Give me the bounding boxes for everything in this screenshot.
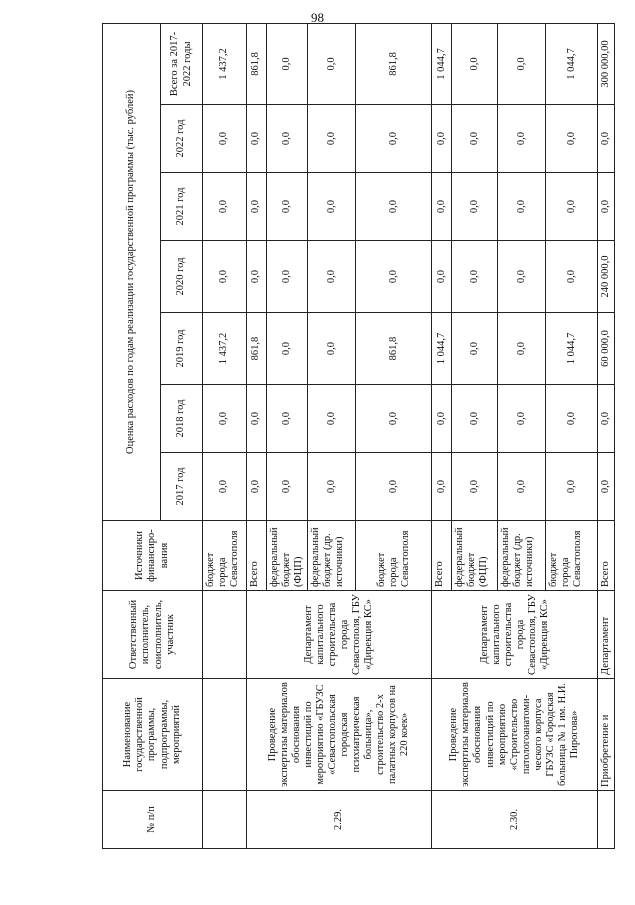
- name-cell: [203, 679, 247, 791]
- source-cell: федеральный бюджет (ФЦП): [267, 521, 308, 591]
- value-cell: 1 044,7: [432, 313, 452, 385]
- year-header: 2022 год: [161, 105, 203, 173]
- value-cell: 0,0: [267, 385, 308, 453]
- table-row: [432, 23, 452, 848]
- value-cell: 0,0: [267, 241, 308, 313]
- value-cell: 0,0: [432, 105, 452, 173]
- num-cell: [598, 791, 615, 849]
- value-cell: 0,0: [546, 173, 598, 241]
- year-header: 2018 год: [161, 385, 203, 453]
- value-cell: 0,0: [247, 453, 267, 521]
- value-cell: 0,0: [308, 105, 356, 173]
- col-source-header: Источники финансиро-вания: [103, 521, 203, 591]
- value-cell: 0,0: [203, 385, 247, 453]
- value-cell: 1 044,7: [432, 23, 452, 104]
- value-cell: 0,0: [452, 385, 498, 453]
- value-cell: 0,0: [356, 385, 432, 453]
- value-cell: 0,0: [267, 23, 308, 104]
- value-cell: 0,0: [267, 105, 308, 173]
- value-cell: 0,0: [452, 23, 498, 104]
- resp-cell: [203, 591, 247, 679]
- value-cell: 240 000,0: [598, 241, 615, 313]
- value-cell: 0,0: [308, 385, 356, 453]
- value-cell: 1 044,7: [546, 313, 598, 385]
- col-name-header: Наименование государственной программы, подпрограммы, мероприятий: [103, 679, 203, 791]
- year-header: 2019 год: [161, 313, 203, 385]
- col-estimate-header: Оценка расходов по годам реализации государственной программы (тыс. рублей): [103, 23, 161, 520]
- value-cell: 60 000,0: [598, 313, 615, 385]
- value-cell: 0,0: [452, 313, 498, 385]
- value-cell: 0,0: [498, 173, 546, 241]
- header-row: [103, 23, 161, 848]
- source-cell: федеральный бюджет (ФЦП): [452, 521, 498, 591]
- year-header: 2021 год: [161, 173, 203, 241]
- year-header: 2017 год: [161, 453, 203, 521]
- col-num-header: № п/п: [103, 791, 203, 849]
- source-cell: федеральный бюджет (др. источники): [308, 521, 356, 591]
- value-cell: 0,0: [498, 23, 546, 104]
- value-cell: 0,0: [356, 453, 432, 521]
- value-cell: 0,0: [452, 453, 498, 521]
- value-cell: 0,0: [267, 173, 308, 241]
- value-cell: 0,0: [452, 173, 498, 241]
- value-cell: 0,0: [203, 105, 247, 173]
- value-cell: 0,0: [546, 241, 598, 313]
- value-cell: 861,8: [356, 23, 432, 104]
- value-cell: 0,0: [247, 241, 267, 313]
- source-cell: Всего: [598, 521, 615, 591]
- value-cell: 0,0: [356, 173, 432, 241]
- value-cell: 0,0: [432, 453, 452, 521]
- value-cell: 861,8: [247, 313, 267, 385]
- value-cell: 0,0: [432, 241, 452, 313]
- name-cell: Проведение экспертизы материалов обоснования инвестиций по мероприятию «Строительство патологоанатоми-ческого корпуса ГБУЗС «Городская больница № 1 им. Н.И. Пирогова»: [432, 679, 598, 791]
- value-cell: 861,8: [247, 23, 267, 104]
- year-header: Всего за 2017-2022 годы: [161, 23, 203, 104]
- value-cell: 0,0: [498, 453, 546, 521]
- value-cell: 861,8: [356, 313, 432, 385]
- value-cell: 1 437,2: [203, 23, 247, 104]
- resp-cell: Департамент капитального строительства города Севастополя, ГБУ «Дирекция КС»: [247, 591, 432, 679]
- value-cell: 0,0: [546, 105, 598, 173]
- name-cell: Проведение экспертизы материалов обоснования инвестиций по мероприятию «ГБУЗС «Севастопольская городская психиатрическая больница», строительство 2-х палатных корпусов на 220 коек»: [247, 679, 432, 791]
- value-cell: 0,0: [308, 313, 356, 385]
- value-cell: 0,0: [247, 385, 267, 453]
- value-cell: 0,0: [598, 385, 615, 453]
- value-cell: 0,0: [598, 173, 615, 241]
- resp-cell: Департамент: [598, 591, 615, 679]
- table-row: [247, 23, 267, 848]
- value-cell: 0,0: [308, 453, 356, 521]
- value-cell: 0,0: [452, 105, 498, 173]
- value-cell: 0,0: [203, 453, 247, 521]
- source-cell: Всего: [432, 521, 452, 591]
- value-cell: 0,0: [546, 453, 598, 521]
- source-cell: Всего: [247, 521, 267, 591]
- table-row: [598, 23, 615, 848]
- page-number: 98: [311, 10, 324, 25]
- resp-cell: Департамент капитального строительства города Севастополя, ГБУ «Дирекция КС»: [432, 591, 598, 679]
- rotated-table: [102, 24, 612, 849]
- value-cell: 0,0: [308, 173, 356, 241]
- value-cell: 0,0: [598, 105, 615, 173]
- value-cell: 0,0: [356, 105, 432, 173]
- value-cell: 0,0: [498, 385, 546, 453]
- num-cell: 2.30.: [432, 791, 598, 849]
- value-cell: 0,0: [247, 105, 267, 173]
- value-cell: 0,0: [203, 173, 247, 241]
- source-cell: бюджет города Севастополя: [356, 521, 432, 591]
- value-cell: 0,0: [247, 173, 267, 241]
- source-cell: бюджет города Севастополя: [203, 521, 247, 591]
- value-cell: 0,0: [203, 241, 247, 313]
- name-cell: Приобретение и: [598, 679, 615, 791]
- value-cell: 0,0: [308, 23, 356, 104]
- value-cell: 0,0: [546, 385, 598, 453]
- value-cell: 0,0: [267, 313, 308, 385]
- value-cell: 0,0: [356, 241, 432, 313]
- source-cell: бюджет города Севастополя: [546, 521, 598, 591]
- num-cell: 2.29.: [247, 791, 432, 849]
- value-cell: 0,0: [308, 241, 356, 313]
- col-resp-header: Ответственный исполнитель, соисполнитель, участник: [103, 591, 203, 679]
- source-cell: федеральный бюджет (др. источники): [498, 521, 546, 591]
- num-cell: [203, 791, 247, 849]
- value-cell: 0,0: [598, 453, 615, 521]
- budget-table: [102, 23, 615, 849]
- value-cell: 0,0: [432, 385, 452, 453]
- value-cell: 0,0: [498, 241, 546, 313]
- year-header: 2020 год: [161, 241, 203, 313]
- table-row: [203, 23, 247, 848]
- rotated-table-wrapper: [102, 24, 612, 849]
- value-cell: 1 044,7: [546, 23, 598, 104]
- value-cell: 0,0: [498, 313, 546, 385]
- value-cell: 0,0: [498, 105, 546, 173]
- value-cell: 0,0: [452, 241, 498, 313]
- value-cell: 0,0: [432, 173, 452, 241]
- value-cell: 1 437,2: [203, 313, 247, 385]
- value-cell: 0,0: [267, 453, 308, 521]
- value-cell: 300 000,00: [598, 23, 615, 104]
